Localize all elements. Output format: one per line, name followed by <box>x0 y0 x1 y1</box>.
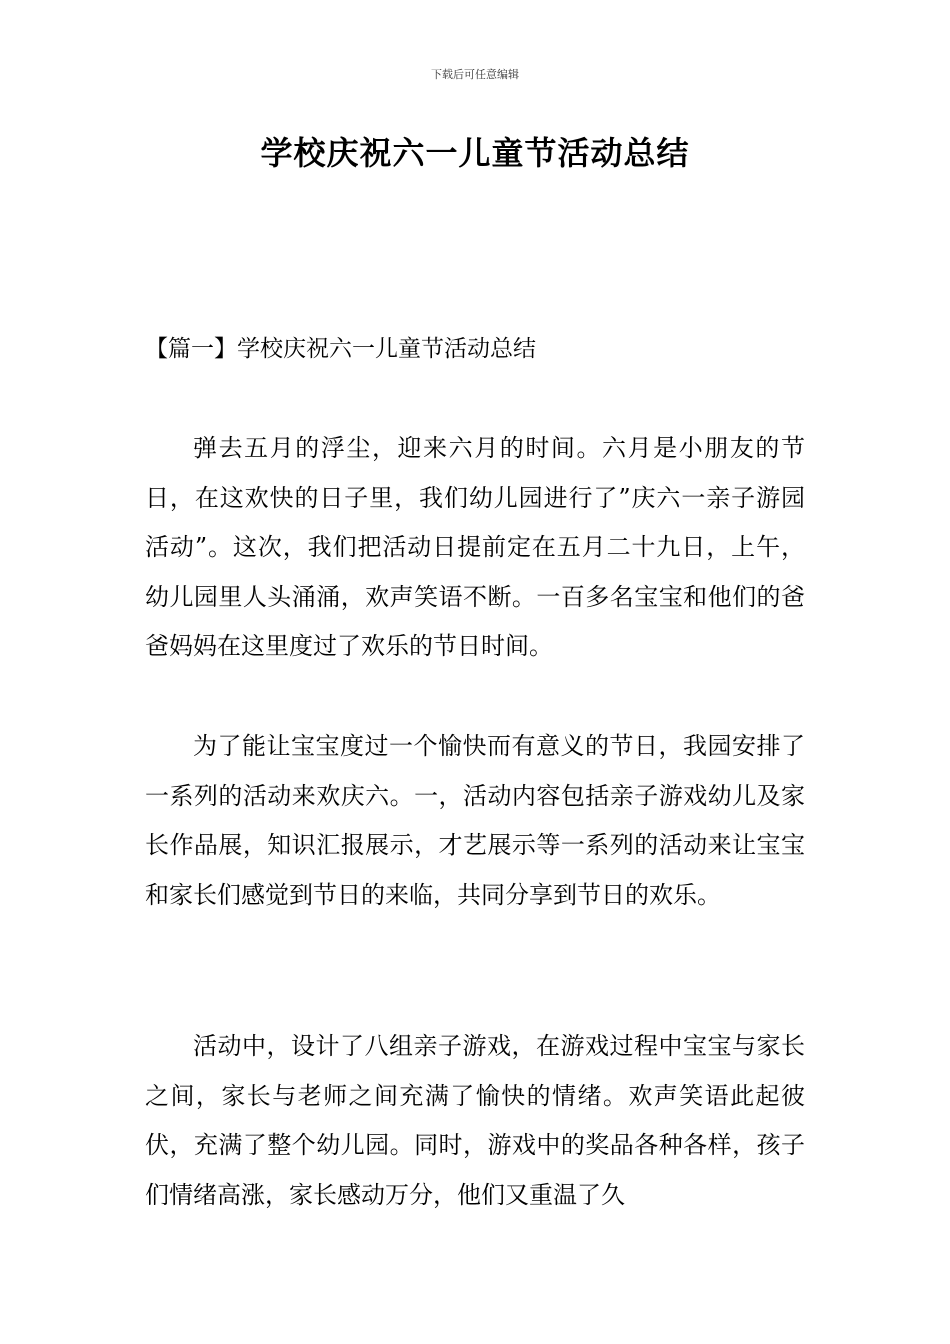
body-paragraph-2: 为了能让宝宝度过一个愉快而有意义的节日，我园安排了一系列的活动来欢庆六。一，活动内容包括亲子游戏幼儿及家长作品展，知识汇报展示，才艺展示等一系列的活动来让宝宝和家长们感觉到节日的来临，共同分享到节日的欢乐。 <box>145 732 805 909</box>
section-heading: 【篇一】学校庆祝六一儿童节活动总结 <box>145 336 536 362</box>
header-note: 下载后可任意编辑 <box>431 68 519 81</box>
body-paragraph-3: 活动中，设计了八组亲子游戏，在游戏过程中宝宝与家长之间，家长与老师之间充满了愉快的情绪。欢声笑语此起彼伏，充满了整个幼儿园。同时，游戏中的奖品各种各样，孩子们情绪高涨，家长感动万分，他们又重温了久 <box>145 1032 805 1209</box>
body-paragraph-1: 弹去五月的浮尘，迎来六月的时间。六月是小朋友的节日，在这欢快的日子里，我们幼儿园进行了”庆六一亲子游园活动”。这次，我们把活动日提前定在五月二十九日，上午，幼儿园里人头涌涌，欢声笑语不断。一百多名宝宝和他们的爸爸妈妈在这里度过了欢乐的节日时间。 <box>145 434 805 660</box>
page-title: 学校庆祝六一儿童节活动总结 <box>260 134 690 172</box>
